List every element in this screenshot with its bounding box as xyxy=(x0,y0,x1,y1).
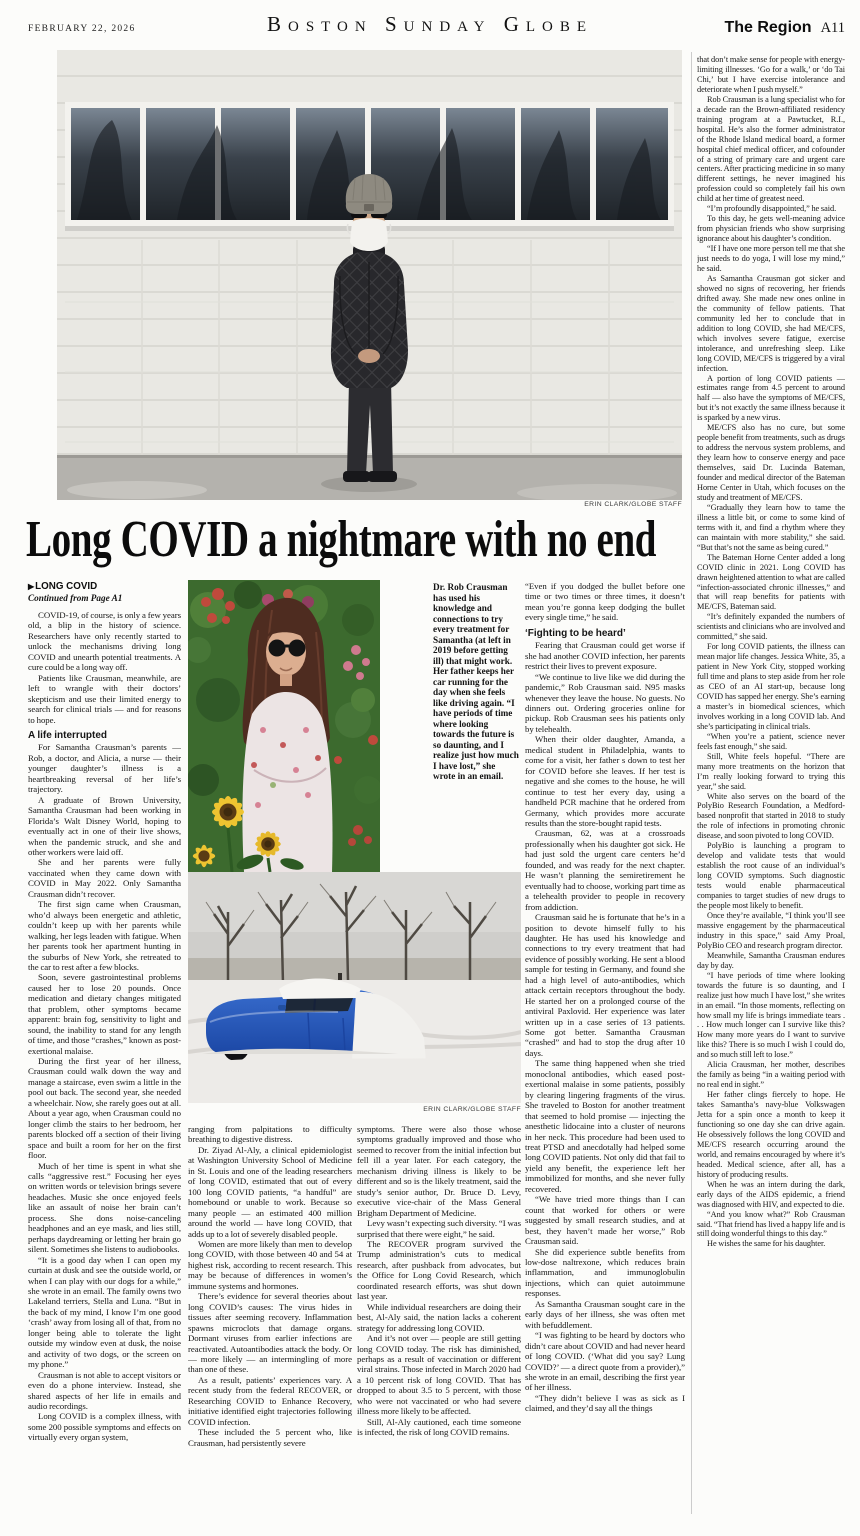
snow-car-photo-illustration xyxy=(188,872,521,1103)
paragraph: The first sign came when Crausman, who’d always been energetic and athletic, couldn’t keep up with her parents while walking, her legs leaden with fatigue. When her parents took her apartment hunting in the suburbs of New York, she retreated to the car to rest after a few blocks. xyxy=(28,899,181,972)
paragraph: “We continue to live like we did during the pandemic,” Rob Crausman said. N95 masks whenever they leave the house. No guests. No dinners out. Ordering groceries online for pickup. Rob Crausman sees his patients only by telehealth. xyxy=(525,671,685,734)
kicker xyxy=(28,581,181,603)
paragraph: Her father clings fiercely to hope. He takes Samantha’s navy-blue Volkswagen Jetta for a spin once a month to keep it functioning so one day she can drive again. He obsessively follows the long COVID and ME/CFS research occurring around the world, and remains encouraged by where it’s headed. Medical science, after all, has a history of producing results. xyxy=(697,1090,845,1179)
article-column-1 xyxy=(28,610,181,1510)
masthead-folio xyxy=(724,19,845,37)
paragraph: “We have tried more things than I can count that worked for others or were suggested by small research studies, and at best, they haven’t made her worse,” Rob Crausman said. xyxy=(525,1194,685,1247)
paragraph: Women are more likely than men to develop long COVID, with those between 40 and 54 at highest risk, according to recent research. This may be because of differences in women’s immune systems and hormones. xyxy=(188,1238,352,1291)
main-photo xyxy=(57,50,682,500)
paragraph: “If I have one more person tell me that she just needs to do yoga, I will lose my mind,” he said. xyxy=(697,244,845,274)
right-rail-column xyxy=(697,55,845,1515)
headline-text: Long COVID a nightmare with no end xyxy=(26,511,657,568)
paragraph: Crausman is not able to accept visitors or even do a phone interview. Instead, she shared aspects of her life in emails and audio recordings. xyxy=(28,1369,181,1411)
paragraph: that don’t make sense for people with energy-limiting illnesses. ‘Go for a walk,’ or ‘do Tai Chi,’ but I have exercise intolerance and deteriorate when I push myself.” xyxy=(697,55,845,94)
paragraph: For long COVID patients, the illness can mean major life changes. Jessica White, 35, a patient in New York City, stopped working full time and plans to step aside from her role as CEO of an AI start-up, because long COVID has sapped her energy. She’s earning a master’s in biomedical sciences, which involves working in a long COVID lab. And she’s participating in clinical trials. xyxy=(697,642,845,731)
paragraph: When their older daughter, Amanda, a medical student in Philadelphia, wants to come for a visit, her father s down to test her for COVID before she leaves. If her test is negative and she comes to the house, he will continue to test her every day, using a handheld PCR machine that he ordered from Germany, which provides more accurate results than the store-bought rapid tests. xyxy=(525,734,685,828)
masthead-section: The Region xyxy=(724,19,812,36)
masthead-title: Boston Sunday Globe xyxy=(266,12,594,36)
article-column-4 xyxy=(525,581,685,1518)
paragraph: “And you know what?” Rob Crausman said. “That friend has lived a happy life and is still doing wonderful things to this day.” xyxy=(697,1209,845,1239)
paragraph: Soon, severe gastrointestinal problems caused her to lose 20 pounds. Once medication and dietary changes mitigated that problem, other symptoms became apparent: brain fog, sensitivity to light and sound, the inability to stand for any length of time, and those “crashes,” known as post-exertional malaise. xyxy=(28,972,181,1056)
kicker-continued-line: Continued from Page A1 xyxy=(28,593,123,603)
paragraph: The same thing happened when she tried monoclonal antibodies, which eased post-exertional malaise in some patients, possibly by clearing lingering fragments of the virus. She traveled to Boston for another treatment that seemed to hold promise — injecting the anesthetic lidocaine into a cluster of neurons in her neck. This procedure had been used to treat PTSD and anecdotally had helped some long COVID patients. Not only did that fail to yield any benefit, the experience left her immobilized for months, and she never fully recovered. xyxy=(525,1058,685,1194)
paragraph: Levy wasn’t expecting such diversity. “I was surprised that there were eight,” he said. xyxy=(357,1218,521,1239)
paragraph: “Gradually they learn how to tame the illness a little bit, or come to some kind of terms with it, and find a rhythm where they can maintain with more stability,” she said. “But that’s not the same as being cured.” xyxy=(697,502,845,552)
paragraph: The RECOVER program survived the Trump administration’s cuts to medical research, after pushback from advocates, but the Office for Long Covid Research, which coordinated research efforts, was shut down last year. xyxy=(357,1238,521,1302)
paragraph: “They didn’t believe I was as sick as I claimed, and they’d say all the things xyxy=(525,1392,685,1414)
garage-man-photo-illustration xyxy=(57,50,682,500)
snow-photo-credit: ERIN CLARK/GLOBE STAFF xyxy=(423,1106,521,1113)
article-column-2 xyxy=(188,1124,352,1518)
paragraph: “Even if you dodged the bullet before one time or two times or three times, it doesn’t mean you’re gonna keep dodging the bullet every single time,” he said. xyxy=(525,581,685,623)
paragraph: These included the 5 percent who, like Crausman, had persistently severe xyxy=(188,1427,352,1448)
paragraph: She did experience subtle benefits from low-dose naltrexone, which reduces brain inflammation, and immunoglobulin injections, which can quiet autoimmune responses. xyxy=(525,1246,685,1299)
paragraph: PolyBio is launching a program to develop and validate tests that would establish the root cause of an individual’s long COVID symptoms. Such diagnostic tests would enable pharmaceutical companies to target studies of new drugs to the people most likely to benefit. xyxy=(697,841,845,911)
paragraph: Dr. Ziyad Al-Aly, a clinical epidemiologist at Washington University School of Medicine in St. Louis and one of the leading researchers of long COVID, estimated that out of every 100 long COVID patients, “a handful” are homebound or unable to work. Because so many people — an estimated 400 million around the world — have long COVID, that adds up to a lot of severely disabled people. xyxy=(188,1144,352,1239)
paragraph: ME/CFS also has no cure, but some people benefit from treatments, such as drugs to address the nervous system problems, and they learn how to conserve energy and pace themselves, said Dr. Lucinda Bateman, founder and medical director of the Bateman Horne Center in Utah, which focuses on the study and treatment of ME/CFS. xyxy=(697,423,845,502)
headline xyxy=(26,512,690,568)
paragraph: Still, Al-Aly cautioned, each time someone is infected, the risk of long COVID remains. xyxy=(357,1416,521,1438)
paragraph: Long COVID is a complex illness, with some 200 possible symptoms and effects on virtually every organ system, xyxy=(28,1411,181,1443)
paragraph: She and her parents were fully vaccinated when they came down with COVID in May 2022. Only Samantha Crausman didn’t recover. xyxy=(28,857,181,899)
paragraph: “I’m profoundly disappointed,” he said. xyxy=(707,204,837,214)
paragraph: Fearing that Crausman could get worse if she had another COVID infection, her parents restrict their lives to prevent exposure. xyxy=(525,640,685,672)
paragraph: Once they’re available, “I think you’ll see massive engagement by the pharmaceutical industry in this space,” said Amy Proal, PolyBio CEO and research program director. xyxy=(697,910,845,950)
article-column-3 xyxy=(357,1124,521,1518)
paragraph: “I have periods of time where looking towards the future is so daunting, and I realize just how much I have lost,” she writes in an email. “In those moments, reflecting on how small my life is brings immediate tears . . . How much longer can I survive like this? How many more years do I want to survive like this? There is so much I wish I could do, and so much still left to lose.” xyxy=(697,970,845,1060)
masthead-date: FEBRUARY 22, 2026 xyxy=(28,24,136,34)
paragraph: Crausman said he is fortunate that he’s in a position to devote himself fully to his daughter. He has used his knowledge and connections to try every treatment that had evidence of possibly working. He sent a blood sample for testing in Germany, and found she had a high level of auto-antibodies, which attack certain receptors throughout the body. He started her on a prolonged course of the antiviral Paxlovid. Her experience was later written up in a case series of 13 patients. Some got better. Samantha Crausman “crashed” and had to stop the drug after 10 days. xyxy=(525,912,685,1058)
paragraph: symptoms. There were also those whose symptoms gradually improved and those who seemed to recover from the initial infection but fell ill a year later. For each category, the mechanism driving illness is likely to be different and so is the likely treatment, said the study’s senior author, Dr. Bruce D. Levy, executive vice-chair of the Mass General Brigham Department of Medicine. xyxy=(357,1124,521,1218)
paragraph: A portion of long COVID patients — estimates range from 4.5 percent to around half — also have the symptoms of ME/CFS, but it’s not exactly the same illness because it is sparked by a new virus. xyxy=(697,373,845,423)
section-subhead: A life interrupted xyxy=(28,729,108,741)
paragraph: ranging from palpitations to difficulty breathing to digestive distress. xyxy=(188,1124,352,1145)
paragraph: Patients like Crausman, meanwhile, are left to wrangle with their doctors’ skepticism and use their limited energy to search for clinical trials — and for reasons to hope. xyxy=(28,672,181,725)
paragraph: “It is a good day when I can open my curtain at dusk and see the outside world, or when I can play with our dogs for a while,” she wrote in an email. The family owns two Lakeland terriers, Stella and Luna. “But in the back of my mind, I know I’m one good ‘crash’ away from losing all of that, from no longer being able to tolerate the light outside my window even at dusk, the noise and activity of two dogs, or the screen on my phone.” xyxy=(28,1254,181,1370)
paragraph: For Samantha Crausman’s parents — Rob, a doctor, and Alicia, a nurse — their younger daughter’s illness is a heartbreaking reversal of her life’s trajectory. xyxy=(28,742,181,795)
main-photo-credit: ERIN CLARK/GLOBE STAFF xyxy=(584,501,682,508)
paragraph: Much of her time is spent in what she calls “aggressive rest.” Focusing her eyes on written words or television brings severe headaches. Music she once enjoyed feels like an assault of noise her brain can’t process. She dons noise-canceling headphones and an eye mask, and lies still, perhaps daydreaming or letting her brain go silent. Sometimes she listens to audiobooks. xyxy=(28,1160,181,1255)
paragraph: Alicia Crausman, her mother, describes the family as being “in a waiting period with no real end in sight.” xyxy=(697,1060,845,1090)
kicker-arrow-icon: ▶ xyxy=(28,582,35,591)
photo-caption: Dr. Rob Crausman has used his knowledge and connections to try every treatment for Samantha (at left in 2019 before getting ill) that might work. Her father keeps her car running for the day when she feels like driving again. “I have periods of time where looking towards the future is so daunting, and I realize just how much I have lost,” she wrote in an email. xyxy=(433,582,519,781)
paragraph: “It’s definitely expanded the numbers of scientists and clinicians who are involved and committed,” she said. xyxy=(697,612,845,642)
paragraph: Still, White feels hopeful. “There are many more treatments on the horizon that I’m really looking forward to trying this year,” she said. xyxy=(697,751,845,791)
paragraph: The Bateman Horne Center added a long COVID clinic in 2021. Long COVID has drawn heightened attention to what are called “infection-associated chronic illnesses,” and that will reap benefits for patients with ME/CFS, Bateman said. xyxy=(697,552,845,612)
paragraph: “I was fighting to be heard by doctors who didn’t care about COVID and had never heard of long COVID. (‘What did you say? Lung COVID?’ — a direct quote from a provider),” she wrote in an email, describing the first year of her illness. xyxy=(525,1330,685,1393)
woman-sunflowers-photo-illustration xyxy=(188,580,380,872)
paragraph: Rob Crausman is a lung specialist who for a decade ran the Brown-affiliated residency training program at a Pawtucket, R.I., hospital. He’s also the former administrator of the Rhode Island medical board, a former hospital chief medical officer, and cofounder of a string of primary care and urgent care centers. After practicing medicine in so many different settings, he never imagined his profession could so completely fail his own child at her time of greatest need. xyxy=(697,94,845,204)
paragraph: Meanwhile, Samantha Crausman endures day by day. xyxy=(697,950,845,970)
paragraph: During the first year of her illness, Crausman could walk down the way and manage a staircase, even swim a little in the pool out back. The second year, she needed a wheelchair. Now, she rarely goes out at all. About a year ago, when Crausman could no longer climb the stairs to her bedroom, her parents blocked off a section of their living space and built a room for her on the first floor. xyxy=(28,1056,181,1161)
paragraph: “When you’re a patient, science never feels fast enough,” she said. xyxy=(697,731,845,751)
paragraph: COVID-19, of course, is only a few years old, a blip in the history of science. Researchers have only recently started to unlock the mechanisms driving long COVID and unearth potential treatments. A cure could be a long way off. xyxy=(28,610,181,673)
kicker-tag-label: LONG COVID xyxy=(35,581,98,592)
paragraph: When he was an intern during the dark, early days of the AIDS epidemic, a friend was diagnosed with HIV, and expected to die. xyxy=(697,1179,845,1209)
paragraph: As a result, patients’ experiences vary. A recent study from the federal RECOVER, or Researching COVID to Enhance Recovery, initiative identified eight trajectories following COVID infection. xyxy=(188,1374,352,1427)
kicker-tag xyxy=(28,581,181,592)
column-divider xyxy=(691,52,692,1514)
inline-photo-snow-car xyxy=(188,872,521,1103)
paragraph: As Samantha Crausman sought care in the early days of her illness, she was often met with befuddlement. xyxy=(525,1298,685,1330)
paragraph: While individual researchers are doing their best, Al-Aly said, the nation lacks a coherent strategy for addressing long COVID. xyxy=(357,1301,521,1333)
paragraph: Crausman, 62, was at a crossroads professionally when his daughter got sick. He had just sold the urgent care centers he’d founded, and was ready for the next chapter. He wasn’t planning the semiretirement he eventually had to choose, working part time as a telehealth provider to people in recovery from addiction. xyxy=(525,828,685,912)
paragraph: There’s evidence for several theories about long COVID’s causes: The virus hides in tissues after seeming recovery. Inflammation spawns microclots that damage organs. Dormant viruses from earlier infections are reactivated. Autoantibodies attack the body. Or — more likely — an intermingling of more than one of these. xyxy=(188,1291,352,1375)
paragraph: To this day, he gets well-meaning advice from physician friends who show surprising ignorance about his daughter’s condition. xyxy=(697,214,845,244)
paragraph: And it’s not over — people are still getting long COVID today. The risk has diminished, perhaps as a result of vaccination or different viral strains. Those infected in March 2020 had a 10 percent risk of long COVID. That has dropped to about 3.5 to 5 percent, with those who were not vaccinated or who had severe illness more likely to be affected. xyxy=(357,1333,521,1417)
inline-photo-sunflowers xyxy=(188,580,380,872)
paragraph: As Samantha Crausman got sicker and showed no signs of recovering, her friends drifted away. She made new ones online in the community of fellow patients. That community led her to conclude that in addition to long COVID, she had ME/CFS, which involves severe fatigue, exercise intolerance, and unrefreshing sleep. Like long COVID, ME/CFS is triggered by a viral infection. xyxy=(697,273,845,373)
paragraph: A graduate of Brown University, Samantha Crausman had been working in Florida’s Walt Disney World, hoping to eventually act in one of their live shows, when the pandemic struck, and she and other workers were laid off. xyxy=(28,794,181,857)
section-subhead: ‘Fighting to be heard’ xyxy=(525,627,626,639)
paragraph: White also serves on the board of the PolyBio Research Foundation, a Medford-based nonprofit that started in 2018 to study the role of infections in promoting chronic disease, and soon pivoted to long COVID. xyxy=(697,791,845,841)
paragraph: He wishes the same for his daughter. xyxy=(707,1239,826,1249)
masthead-page-number: A11 xyxy=(820,20,845,36)
